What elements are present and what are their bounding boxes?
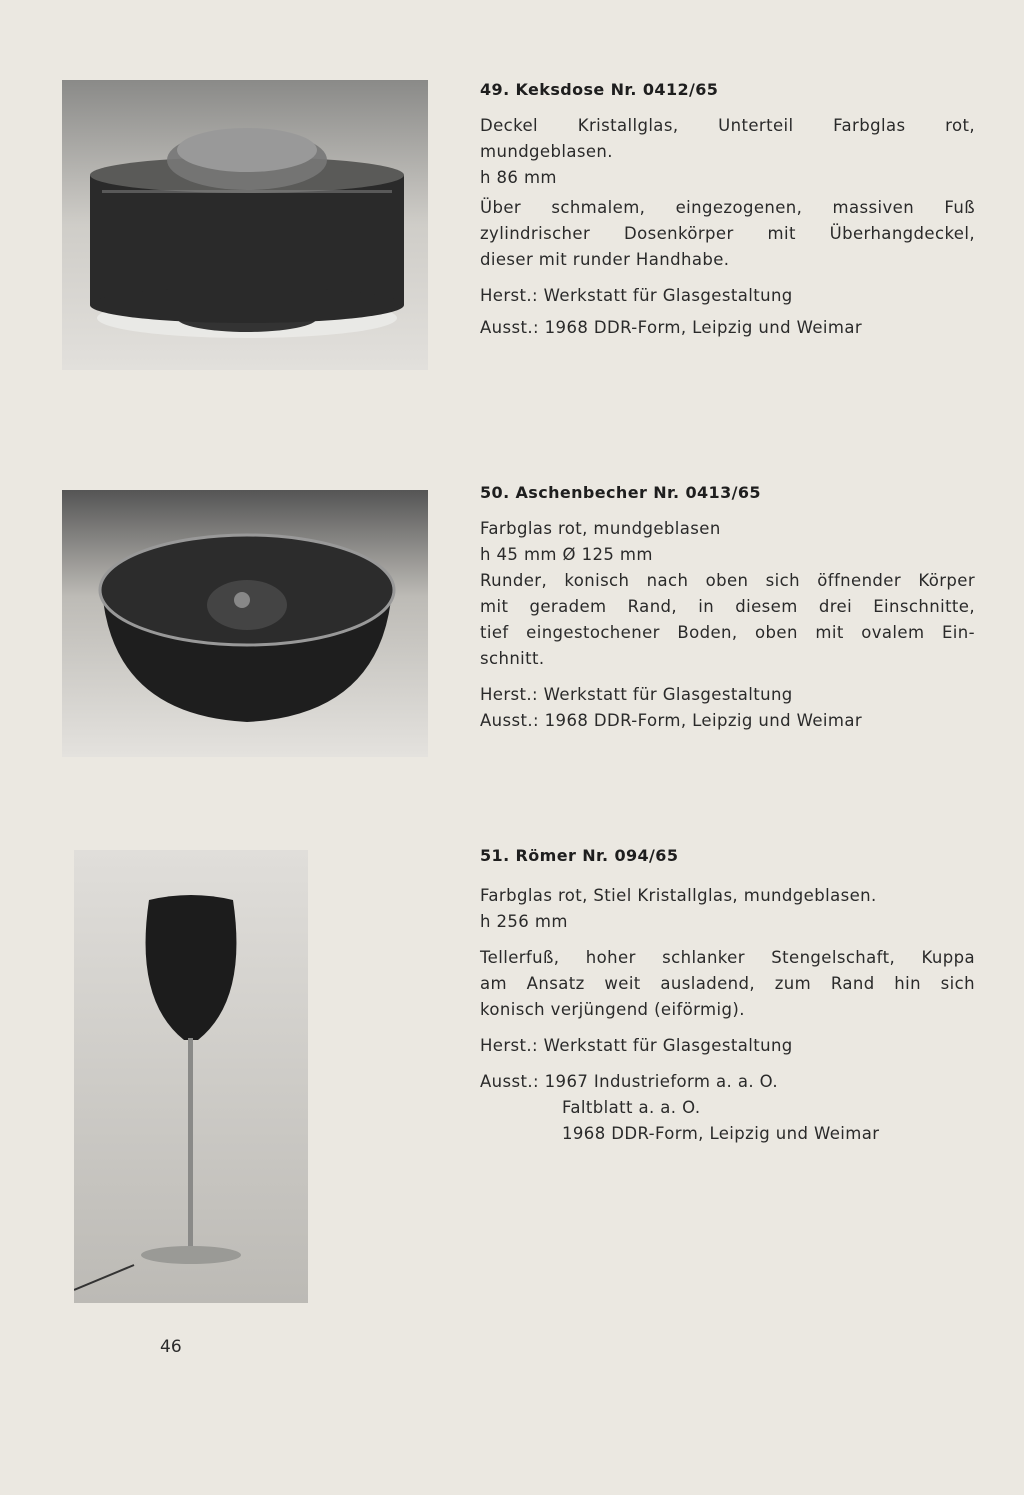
description-line: zylindrischer Dosenkörper mit Überhangdeckel, [480, 224, 975, 243]
catalog-entry-49 [480, 80, 975, 341]
description-line: schnitt. [480, 649, 545, 668]
dimensions: h 256 mm [480, 912, 568, 931]
description-line: Über schmalem, eingezogenen, massiven Fuß [480, 198, 975, 217]
material-line: Deckel Kristallglas, Unterteil Farbglas rot, [480, 116, 975, 135]
description-line: am Ansatz weit ausladend, zum Rand hin sich [480, 974, 975, 993]
manufacturer: Herst.: Werkstatt für Glasgestaltung [480, 1036, 793, 1055]
entry-title: 50. Aschenbecher Nr. 0413/65 [480, 483, 761, 502]
exhibition: Ausst.: 1968 DDR-Form, Leipzig und Weimar [480, 318, 863, 337]
description-line: konisch verjüngend (eiförmig). [480, 1000, 745, 1019]
exhibition: 1968 DDR-Form, Leipzig und Weimar [562, 1124, 880, 1143]
material-line: Farbglas rot, Stiel Kristallglas, mundgeblasen. [480, 886, 877, 905]
dimensions: h 86 mm [480, 168, 557, 187]
manufacturer: Herst.: Werkstatt für Glasgestaltung [480, 685, 793, 704]
dimensions: h 45 mm Ø 125 mm [480, 545, 653, 564]
description-line: mit geradem Rand, in diesem drei Einschnitte, [480, 597, 975, 616]
description-line: Tellerfuß, hoher schlanker Stengelschaft, Kuppa [480, 948, 975, 967]
manufacturer: Herst.: Werkstatt für Glasgestaltung [480, 286, 793, 305]
exhibition: Ausst.: 1967 Industrieform a. a. O. [480, 1072, 779, 1091]
photo-aschenbecher [62, 490, 428, 757]
description-line: Runder, konisch nach oben sich öffnender Körper [480, 571, 975, 590]
material-line: mundgeblasen. [480, 142, 613, 161]
entry-title: 51. Römer Nr. 094/65 [480, 846, 679, 865]
material-line: Farbglas rot, mundgeblasen [480, 519, 721, 538]
description-line: dieser mit runder Handhabe. [480, 250, 730, 269]
catalog-entry-50 [480, 483, 975, 734]
catalog-entry-51 [480, 846, 975, 1147]
exhibition: Ausst.: 1968 DDR-Form, Leipzig und Weimar [480, 711, 863, 730]
exhibition: Faltblatt a. a. O. [562, 1098, 701, 1117]
entry-title: 49. Keksdose Nr. 0412/65 [480, 80, 719, 99]
photo-roemer [74, 850, 308, 1303]
description-line: tief eingestochener Boden, oben mit ovalem Ein- [480, 623, 975, 642]
page-number: 46 [160, 1337, 182, 1357]
photo-keksdose [62, 80, 428, 370]
